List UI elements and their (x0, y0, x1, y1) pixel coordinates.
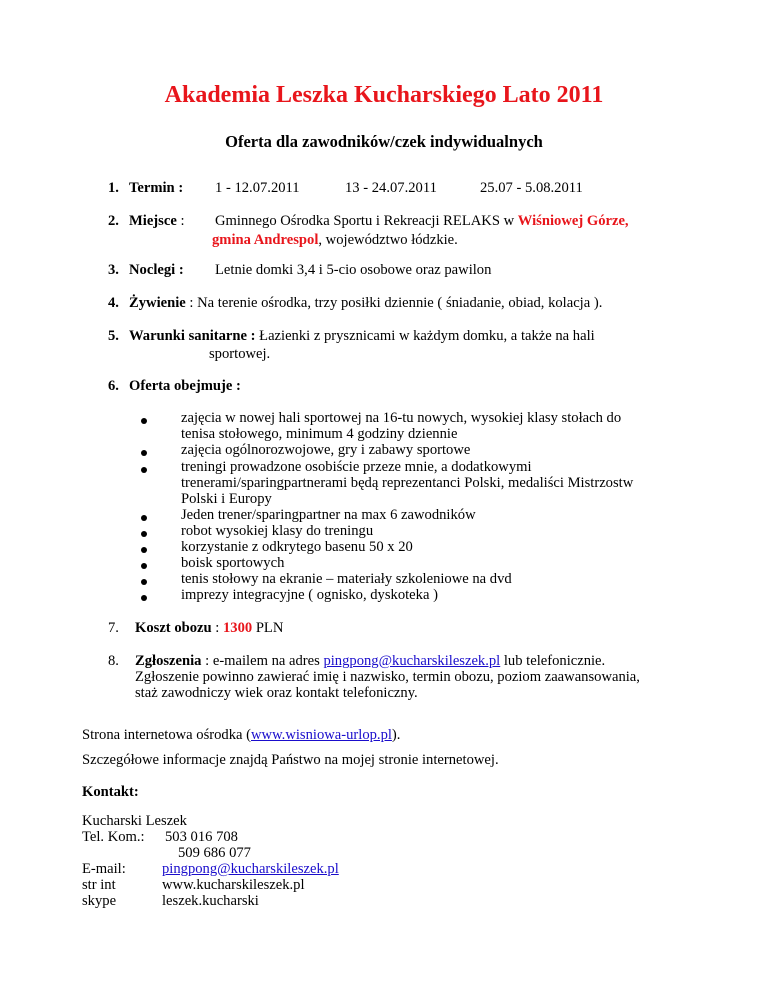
offer-line: imprezy integracyjne ( ognisko, dyskoteka ) (181, 587, 438, 603)
item-number: 3. (108, 262, 119, 278)
zgloszenia-email-link[interactable]: pingpong@kucharskileszek.pl (323, 653, 501, 669)
miejsce-highlight: Wiśniowej Górze, (517, 213, 629, 229)
item-number: 2. (108, 213, 119, 229)
zgloszenia-text: : e-mailem na adres (201, 653, 324, 669)
termin-date-2: 13 - 24.07.2011 (345, 180, 437, 196)
offer-line: tenisa stołowego, minimum 4 godziny dziennie (181, 426, 458, 442)
miejsce-label: Miejsce (129, 213, 177, 229)
koszt-currency: PLN (252, 620, 284, 636)
website-link[interactable]: www.wisniowa-urlop.pl (251, 727, 392, 743)
offer-line: Jeden trener/sparingpartner na max 6 zawodników (181, 507, 476, 523)
miejsce-text: Gminnego Ośrodka Sportu i Rekreacji RELAKS w (215, 213, 518, 229)
warunki-line (129, 328, 595, 345)
bullet-icon (141, 467, 147, 473)
bullet-icon (141, 547, 147, 553)
zywienie-line (129, 295, 602, 312)
miejsce-label-wrap (129, 213, 185, 230)
koszt-sep: : (211, 620, 223, 636)
zgloszenia-line-1 (135, 653, 605, 670)
offer-line: boisk sportowych (181, 555, 285, 571)
termin-date-1: 1 - 12.07.2011 (215, 180, 300, 196)
website-text: ). (391, 727, 401, 743)
koszt-line (135, 620, 283, 637)
zgloszenia-line-3: staż zawodniczy wiek oraz kontakt telefoniczny. (135, 685, 418, 701)
contact-skype-label: skype (82, 893, 117, 909)
koszt-label: Koszt obozu (135, 620, 212, 636)
termin-label: Termin : (129, 180, 184, 196)
koszt-price: 1300 (222, 620, 253, 636)
zywienie-text: : Na terenie ośrodka, trzy posiłki dziennie ( śniadanie, obiad, kolacja ). (185, 295, 603, 311)
bullet-icon (141, 563, 147, 569)
offer-line: Polski i Europy (181, 491, 272, 507)
bullet-icon (141, 515, 147, 521)
zgloszenia-text: lub telefonicznie. (500, 653, 606, 669)
miejsce-line-2 (212, 232, 458, 249)
contact-name: Kucharski Leszek (82, 813, 187, 829)
termin-date-3: 25.07 - 5.08.2011 (480, 180, 583, 196)
offer-line: korzystanie z odkrytego basenu 50 x 20 (181, 539, 413, 555)
miejsce-line-1 (215, 213, 629, 230)
offer-line: robot wysokiej klasy do treningu (181, 523, 374, 539)
contact-www-label: str int (82, 877, 116, 893)
item-number: 6. (108, 378, 119, 394)
noclegi-text: Letnie domki 3,4 i 5-cio osobowe oraz pawilon (215, 262, 492, 278)
bullet-icon (141, 418, 147, 424)
offer-line: tenis stołowy na ekranie – materiały szkoleniowe na dvd (181, 571, 512, 587)
miejsce-highlight: gmina Andrespol (212, 232, 319, 248)
contact-www: www.kucharskileszek.pl (162, 877, 305, 893)
page-title: Akademia Leszka Kucharskiego Lato 2011 (164, 82, 604, 108)
contact-tel-1: 503 016 708 (165, 829, 238, 845)
noclegi-label: Noclegi : (129, 262, 184, 278)
page-subtitle: Oferta dla zawodników/czek indywidualnych (225, 132, 543, 151)
details-text: Szczegółowe informacje znajdą Państwo na mojej stronie internetowej. (82, 752, 499, 768)
offer-line: zajęcia w nowej hali sportowej na 16-tu nowych, wysokiej klasy stołach do (181, 410, 622, 426)
bullet-icon (141, 450, 147, 456)
warunki-text-2: sportowej. (209, 346, 271, 362)
contact-skype: leszek.kucharski (162, 893, 259, 909)
miejsce-text: , województwo łódzkie. (318, 232, 458, 248)
item-number: 8. (108, 653, 119, 669)
oferta-label: Oferta obejmuje : (129, 378, 241, 394)
offer-line: zajęcia ogólnorozwojowe, gry i zabawy sportowe (181, 442, 471, 458)
contact-tel-label: Tel. Kom.: (82, 829, 145, 845)
item-number: 1. (108, 180, 119, 196)
offer-line: treningi prowadzone osobiście przeze mnie, a dodatkowymi (181, 459, 532, 475)
warunki-text: Łazienki z prysznicami w każdym domku, a także na hali (255, 328, 595, 344)
contact-email-link[interactable]: pingpong@kucharskileszek.pl (162, 861, 339, 877)
contact-heading: Kontakt: (82, 784, 139, 800)
item-number: 7. (108, 620, 119, 636)
miejsce-colon: : (176, 213, 185, 229)
item-number: 4. (108, 295, 119, 311)
warunki-label: Warunki sanitarne : (129, 328, 256, 344)
zgloszenia-line-2: Zgłoszenie powinno zawierać imię i nazwisko, termin obozu, poziom zaawansowania, (135, 669, 640, 685)
bullet-icon (141, 595, 147, 601)
contact-email-label: E-mail: (82, 861, 126, 877)
contact-tel-2: 509 686 077 (178, 845, 251, 861)
bullet-icon (141, 579, 147, 585)
bullet-icon (141, 531, 147, 537)
website-line (82, 727, 400, 744)
item-number: 5. (108, 328, 119, 344)
offer-line: trenerami/sparingpartnerami będą reprezentanci Polski, medaliści Mistrzostw (181, 475, 634, 491)
zgloszenia-label: Zgłoszenia (135, 653, 202, 669)
zywienie-label: Żywienie (129, 295, 186, 311)
website-text: Strona internetowa ośrodka ( (82, 727, 251, 743)
